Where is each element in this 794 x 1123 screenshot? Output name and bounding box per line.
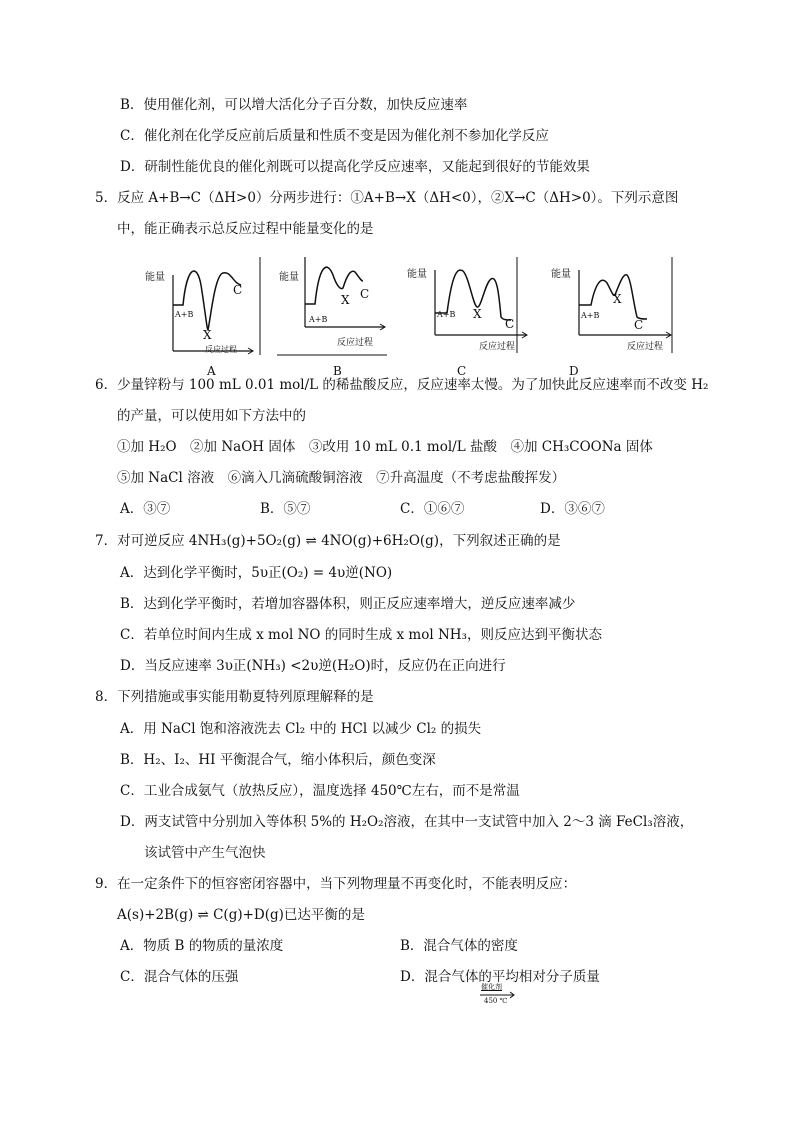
q4-option-d: D．研制性能优良的催化剂既可以提高化学反应速率，又能起到很好的节能效果 [120,159,590,175]
q9-stem: 9．在一定条件下的恒容密闭容器中，当下列物理量不再变化时，不能表明反应： [95,876,577,892]
graph-c-x-label: 反应过程 [479,342,516,352]
q7-option-a: A．达到化学平衡时，5υ正(O₂) = 4υ逆(NO) [120,565,393,581]
energy-diagrams [145,255,680,380]
q8-option-c: C．工业合成氨气（放热反应），温度选择 450℃左右，而不是常温 [120,783,520,799]
q8-option-b: B．H₂、I₂、HI 平衡混合气，缩小体积后，颜色变深 [120,752,436,768]
q7-option-c: C．若单位时间内生成 x mol NO 的同时生成 x mol NH₃，则反应达到平衡状态 [120,627,602,643]
graph-b-caption: B [333,364,342,378]
graph-a-c-point: C [233,283,243,297]
q5-stem-cont: 中，能正确表示总反应过程中能量变化的是 [117,221,374,237]
graph-a-caption: A [207,364,216,378]
q8-option-d-cont: 该试管中产生气泡快 [144,845,266,861]
graph-a-y-label: 能量 [145,272,165,283]
graph-c-y-label: 能量 [407,269,427,280]
q7-stem: 7．对可逆反应 4NH₃(g)+5O₂(g) ⇌ 4NO(g)+6H₂O(g)，下列叙述正确的是 [95,533,561,549]
q7-option-d: D．当反应速率 3υ正(NH₃) <2υ逆(H₂O)时，反应仍在正向进行 [120,658,506,674]
q4-option-c: C．催化剂在化学反应前后质量和性质不变是因为催化剂不参加化学反应 [120,128,549,144]
q9-options-row2 [0,968,794,986]
catalyst-condition-mark [478,984,518,1012]
q9-option-a: A．物质 B 的物质的量浓度 [120,938,284,954]
q9-option-b: B．混合气体的密度 [400,938,518,954]
graph-a-start-label: A+B [175,310,194,319]
q6-stem-cont: 的产量，可以使用如下方法中的 [117,408,306,424]
q6-option-a: A．③⑦ [120,501,171,517]
q6-stem: 6．少量锌粉与 100 mL 0.01 mol/L 的稀盐酸反应，反应速率太慢。为了加快此反应速率而不改变 H₂ [95,377,709,393]
q9-option-c: C．混合气体的压强 [120,969,239,985]
graph-d-y-label: 能量 [551,269,571,280]
q6-option-c: C．①⑥⑦ [400,501,465,517]
q5-stem: 5．反应 A+B→C（ΔH>0）分两步进行：①A+B→X（ΔH<0），②X→C（ΔH>0）。下列示意图 [95,190,679,206]
q4-option-b: B．使用催化剂，可以增大活化分子百分数，加快反应速率 [120,97,468,113]
q6-conditions-1: ①加 H₂O ②加 NaOH 固体 ③改用 10 mL 0.1 mol/L 盐酸 ④加 CH₃COONa 固体 [117,439,653,455]
graph-d-x-point: X [613,292,622,306]
graph-a-x-point: X [203,328,212,342]
q8-option-a: A．用 NaCl 饱和溶液洗去 Cl₂ 中的 HCl 以减少 Cl₂ 的损失 [120,721,482,737]
graph-c [407,255,537,378]
graph-b-x-label: 反应过程 [337,338,374,348]
graph-d-caption: D [569,364,579,378]
graph-a-x-label: 反应过程 [205,345,237,354]
q6-options [0,500,794,518]
graph-c-x-point: X [473,307,482,321]
graph-d-x-label: 反应过程 [627,342,664,352]
q9-reaction: A(s)+2B(g) ⇌ C(g)+D(g)已达平衡的是 [117,907,365,923]
graph-d [547,255,677,378]
graph-b [257,255,392,378]
q6-conditions-2: ⑤加 NaCl 溶液 ⑥滴入几滴硫酸铜溶液 ⑦升高温度（不考虑盐酸挥发） [117,470,566,486]
catalyst-label: 催化剂 [481,983,502,991]
temperature-label: 450 ℃ [484,997,508,1005]
q6-option-b: B．⑤⑦ [260,501,311,517]
graph-b-c-point: C [360,287,370,301]
q7-option-b: B．达到化学平衡时，若增加容器体积，则正反应速率增大，逆反应速率减少 [120,596,576,612]
q6-option-d: D．③⑥⑦ [540,501,605,517]
graph-a [145,255,260,378]
q9-options-row1 [0,937,794,955]
graph-c-start-label: A+B [437,310,456,319]
graph-d-start-label: A+B [581,311,600,320]
q9-option-d: D．混合气体的平均相对分子质量 [400,969,600,985]
graph-d-c-point: C [634,318,644,332]
graph-b-x-point: X [341,293,350,307]
graph-c-caption: C [457,364,467,378]
q8-stem: 8．下列措施或事实能用勒夏特列原理解释的是 [95,689,374,705]
graph-b-start-label: A+B [309,315,328,324]
graph-c-c-point: C [505,317,515,331]
q8-option-d: D．两支试管中分别加入等体积 5%的 H₂O₂溶液，在其中一支试管中加入 2～3 滴 FeCl₃溶液， [120,814,694,830]
graph-b-y-label: 能量 [279,272,299,283]
